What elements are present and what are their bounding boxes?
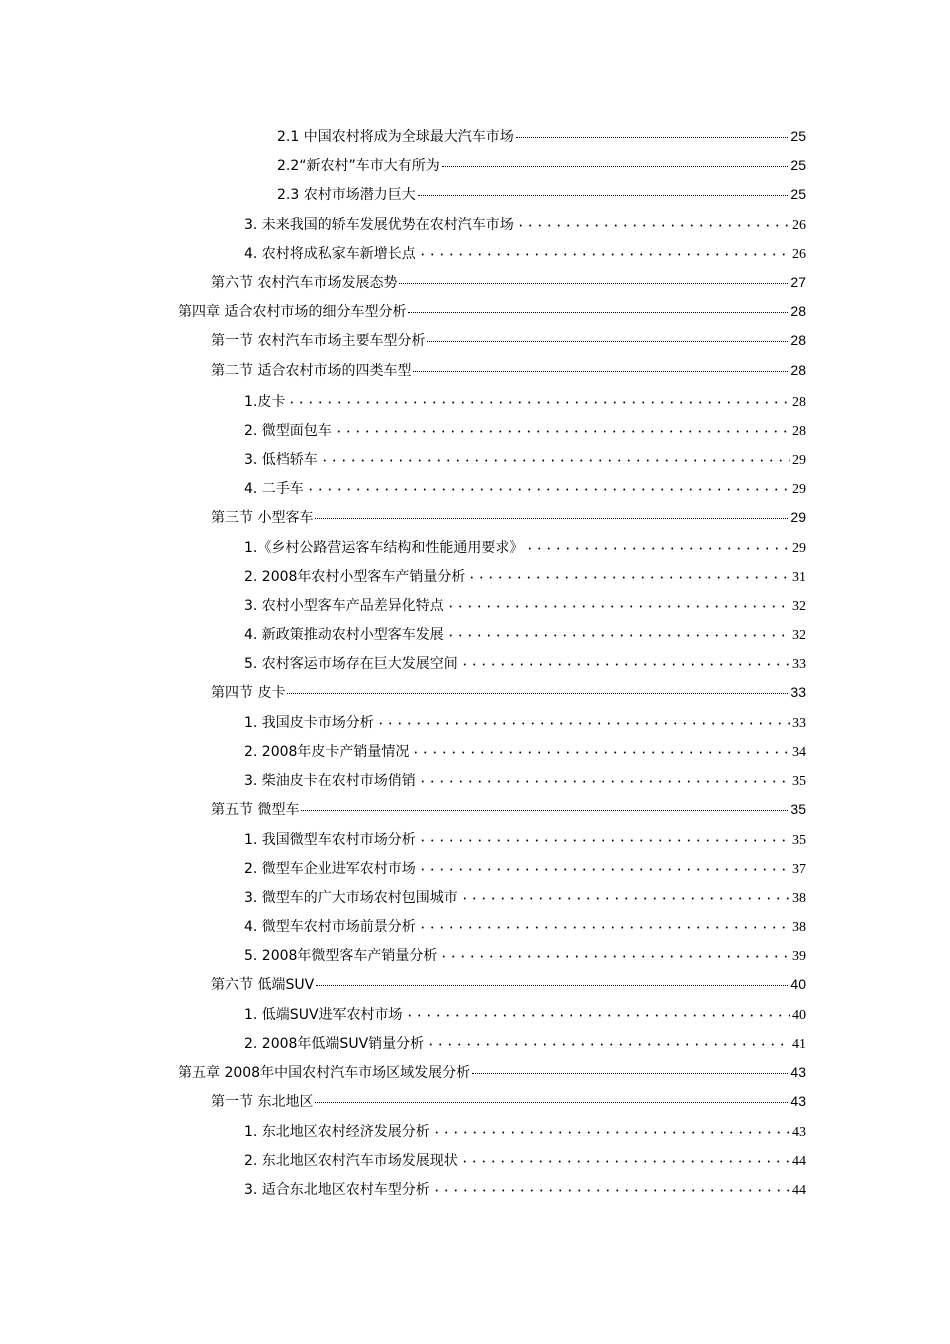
toc-entry[interactable] [211, 1091, 806, 1113]
toc-leader-dots [467, 576, 790, 579]
toc-entry-page: 40 [790, 976, 806, 992]
toc-entry[interactable] [244, 1033, 806, 1055]
toc-entry-title: 4. 二手车 [244, 481, 304, 497]
toc-entry-page: 40 [792, 1008, 806, 1023]
toc-entry-title: 1. 我国微型车农村市场分析 [244, 832, 416, 848]
toc-leader-dots [408, 311, 788, 313]
toc-leader-dots [460, 897, 790, 900]
toc-entry[interactable] [178, 1062, 806, 1084]
toc-entry-title: 2. 2008年低端SUV销量分析 [244, 1036, 425, 1052]
toc-entry-page: 34 [792, 745, 806, 760]
toc-leader-dots [405, 1014, 790, 1017]
toc-leader-dots [306, 488, 790, 491]
toc-entry[interactable] [211, 507, 806, 529]
toc-entry-page: 43 [790, 1093, 806, 1109]
toc-entry[interactable] [244, 624, 806, 646]
toc-entry[interactable] [244, 391, 806, 413]
toc-entry-title: 3. 未来我国的轿车发展优势在农村汽车市场 [244, 217, 514, 233]
toc-entry-title: 第四章 适合农村市场的细分车型分析 [178, 304, 407, 320]
toc-entry[interactable] [244, 595, 806, 617]
toc-entry-title: 第一节 东北地区 [211, 1094, 314, 1110]
toc-entry-title: 第四节 皮卡 [211, 685, 286, 701]
toc-entry[interactable] [277, 184, 806, 206]
toc-leader-dots [460, 663, 790, 666]
toc-entry[interactable] [244, 537, 806, 559]
toc-leader-dots [427, 340, 788, 342]
toc-entry[interactable] [211, 682, 806, 704]
toc-entry-title: 3. 低档轿车 [244, 452, 318, 468]
toc-entry-page: 43 [792, 1125, 806, 1140]
toc-entry-title: 3. 适合东北地区农村车型分析 [244, 1182, 430, 1198]
toc-entry-title: 1. 我国皮卡市场分析 [244, 715, 374, 731]
toc-entry[interactable] [244, 1179, 806, 1201]
toc-entry[interactable] [244, 214, 806, 236]
toc-entry[interactable] [178, 301, 806, 323]
toc-entry[interactable] [277, 155, 806, 177]
toc-leader-dots [432, 1189, 790, 1192]
toc-entry-title: 2. 微型车企业进军农村市场 [244, 861, 416, 877]
toc-entry[interactable] [244, 1004, 806, 1026]
toc-entry-page: 32 [792, 599, 806, 614]
toc-entry-page: 28 [790, 332, 806, 348]
toc-entry-page: 32 [792, 628, 806, 643]
toc-entry-title: 2. 微型面包车 [244, 423, 332, 439]
toc-entry-page: 44 [792, 1183, 806, 1198]
toc-leader-dots [460, 1160, 790, 1163]
toc-leader-dots [446, 605, 790, 608]
toc-leader-dots [320, 459, 790, 462]
toc-entry[interactable] [244, 1150, 806, 1172]
toc-entry[interactable] [244, 478, 806, 500]
toc-entry-title: 第六节 农村汽车市场发展态势 [211, 275, 398, 291]
toc-entry-page: 26 [792, 247, 806, 262]
toc-entry-page: 25 [790, 186, 806, 202]
toc-entry[interactable] [211, 272, 806, 294]
toc-leader-dots [418, 926, 790, 929]
toc-entry-page: 33 [792, 716, 806, 731]
toc-entry-title: 第三节 小型客车 [211, 510, 314, 526]
toc-leader-dots [446, 634, 790, 637]
toc-entry-title: 2.3 农村市场潜力巨大 [277, 187, 416, 203]
toc-entry-title: 4. 新政策推动农村小型客车发展 [244, 627, 444, 643]
toc-leader-dots [418, 780, 790, 783]
toc-entry-page: 29 [792, 482, 806, 497]
toc-entry-title: 2.2“新农村”车市大有所为 [277, 158, 440, 174]
toc-entry-title: 第一节 农村汽车市场主要车型分析 [211, 333, 426, 349]
toc-leader-dots [426, 1043, 790, 1046]
toc-leader-dots [418, 253, 790, 256]
toc-leader-dots [418, 839, 790, 842]
toc-entry-page: 41 [792, 1037, 806, 1052]
toc-entry-page: 31 [792, 570, 806, 585]
toc-entry-title: 5. 2008年微型客车产销量分析 [244, 948, 438, 964]
toc-entry-title: 4. 农村将成私家车新增长点 [244, 246, 416, 262]
toc-entry[interactable] [244, 449, 806, 471]
toc-entry-page: 29 [790, 509, 806, 525]
toc-leader-dots [432, 1131, 790, 1134]
toc-entry[interactable] [211, 974, 806, 996]
toc-entry-title: 2. 东北地区农村汽车市场发展现状 [244, 1153, 458, 1169]
toc-entry[interactable] [244, 1121, 806, 1143]
toc-entry-title: 2.1 中国农村将成为全球最大汽车市场 [277, 129, 514, 145]
toc-entry[interactable] [211, 330, 806, 352]
toc-entry-title: 第五章 2008年中国农村汽车市场区域发展分析 [178, 1065, 471, 1081]
toc-leader-dots [316, 984, 788, 986]
toc-entry-page: 35 [790, 801, 806, 817]
toc-leader-dots [418, 868, 790, 871]
toc-entry[interactable] [244, 829, 806, 851]
toc-entry-title: 2. 2008年农村小型客车产销量分析 [244, 569, 466, 585]
toc-entry[interactable] [244, 887, 806, 909]
toc-entry-title: 第五节 微型车 [211, 802, 300, 818]
toc-entry-page: 25 [790, 128, 806, 144]
toc-entry[interactable] [211, 799, 806, 821]
toc-entry-page: 37 [792, 862, 806, 877]
toc-entry[interactable] [244, 858, 806, 880]
toc-leader-dots [439, 955, 790, 958]
toc-entry-page: 28 [792, 395, 806, 410]
toc-entry[interactable] [244, 916, 806, 938]
toc-leader-dots [472, 1072, 788, 1074]
toc-entry-page: 28 [790, 303, 806, 319]
toc-entry-page: 35 [792, 833, 806, 848]
toc-entry[interactable] [244, 945, 806, 967]
toc-entry-title: 第六节 低端SUV [211, 977, 315, 993]
toc-entry[interactable] [244, 770, 806, 792]
toc-entry-page: 28 [790, 362, 806, 378]
toc-entry-title: 第二节 适合农村市场的四类车型 [211, 363, 412, 379]
toc-entry-page: 33 [790, 684, 806, 700]
toc-entry-page: 35 [792, 774, 806, 789]
toc-entry-title: 3. 柴油皮卡在农村市场俏销 [244, 773, 416, 789]
toc-leader-dots [334, 430, 790, 433]
toc-entry-page: 38 [792, 891, 806, 906]
toc-entry-title: 2. 2008年皮卡产销量情况 [244, 744, 410, 760]
toc-entry-title: 3. 微型车的广大市场农村包围城市 [244, 890, 458, 906]
toc-entry[interactable] [244, 653, 806, 675]
toc-entry[interactable] [244, 566, 806, 588]
toc-entry[interactable] [244, 243, 806, 265]
toc-leader-dots [287, 692, 788, 694]
toc-entry-page: 27 [790, 274, 806, 290]
toc-entry-page: 25 [790, 157, 806, 173]
toc-entry[interactable] [244, 420, 806, 442]
toc-leader-dots [301, 809, 788, 811]
toc-leader-dots [376, 722, 790, 725]
toc-entry[interactable] [244, 712, 806, 734]
toc-entry[interactable] [277, 126, 806, 148]
toc-entry[interactable] [211, 360, 806, 382]
toc-leader-dots [516, 136, 789, 138]
toc-entry-title: 4. 微型车农村市场前景分析 [244, 919, 416, 935]
toc-leader-dots [287, 401, 790, 404]
toc-entry-page: 29 [792, 541, 806, 556]
toc-entry-page: 29 [792, 453, 806, 468]
toc-entry-page: 43 [790, 1064, 806, 1080]
toc-entry-page: 26 [792, 218, 806, 233]
toc-leader-dots [413, 370, 788, 372]
toc-entry-title: 1.《乡村公路营运客车结构和性能通用要求》 [244, 540, 524, 556]
toc-entry[interactable] [244, 741, 806, 763]
toc-entry-page: 38 [792, 920, 806, 935]
toc-leader-dots [315, 1101, 788, 1103]
toc-entry-page: 28 [792, 424, 806, 439]
toc-leader-dots [418, 194, 789, 196]
toc-leader-dots [399, 282, 788, 284]
toc-leader-dots [315, 517, 788, 519]
toc-leader-dots [411, 751, 790, 754]
toc-entry-title: 1. 低端SUV进军农村市场 [244, 1007, 403, 1023]
toc-entry-title: 1.皮卡 [244, 394, 286, 410]
toc-leader-dots [516, 224, 790, 227]
toc-entry-title: 1. 东北地区农村经济发展分析 [244, 1124, 430, 1140]
toc-entry-page: 33 [792, 657, 806, 672]
toc-entry-title: 3. 农村小型客车产品差异化特点 [244, 598, 444, 614]
toc-entry-page: 39 [792, 949, 806, 964]
toc-entry-page: 44 [792, 1154, 806, 1169]
toc-leader-dots [525, 547, 790, 550]
toc-leader-dots [442, 165, 789, 167]
toc-entry-title: 5. 农村客运市场存在巨大发展空间 [244, 656, 458, 672]
